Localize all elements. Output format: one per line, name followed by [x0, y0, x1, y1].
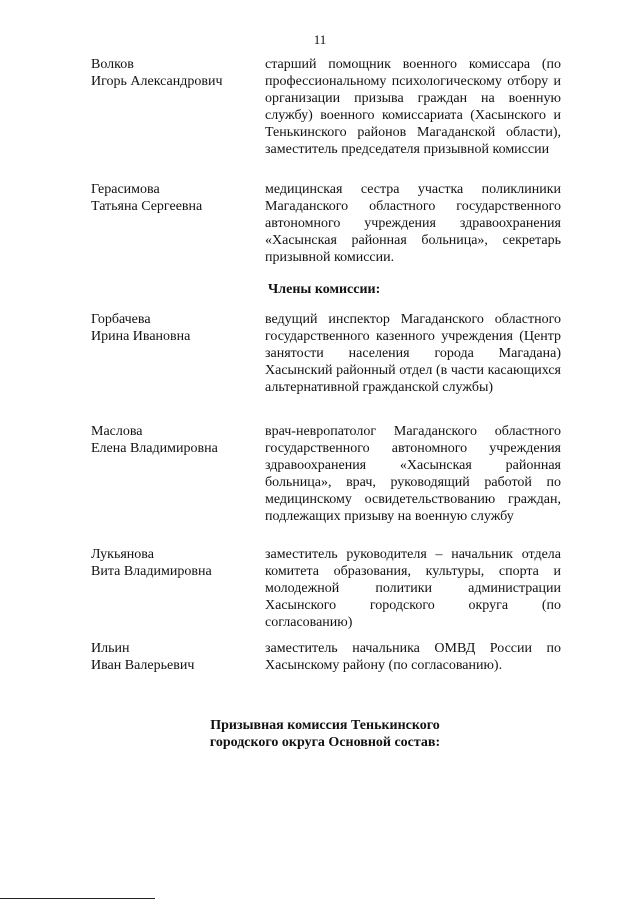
members-heading: Члены комиссии:	[268, 282, 381, 297]
person-surname: Волков	[91, 57, 134, 72]
person-surname: Маслова	[91, 424, 143, 439]
footer-divider	[0, 898, 155, 899]
person-name	[91, 423, 261, 457]
page-number: 11	[313, 32, 327, 47]
person-name	[91, 640, 261, 674]
person-role: заместитель начальника ОМВД России по Хасынскому району (по согласованию).	[265, 641, 561, 673]
person-name	[91, 181, 261, 215]
person-name	[91, 311, 261, 345]
person-name	[91, 546, 261, 580]
person-given-name: Татьяна Сергеевна	[91, 199, 203, 214]
person-surname: Горбачева	[91, 312, 151, 327]
person-name	[91, 56, 261, 90]
section-title	[150, 717, 500, 751]
person-role: заместитель руководителя – начальник отдела комитета образования, культуры, спорта и молодежной политики администрации Хасынского городского округа (по согласованию)	[265, 547, 561, 630]
section-title-line: Призывная комиссия Тенькинского	[210, 718, 440, 733]
person-surname: Герасимова	[91, 182, 160, 197]
person-given-name: Игорь Александрович	[91, 74, 223, 89]
person-role: врач-невропатолог Магаданского областного государственного автономного учреждения здравоохранения «Хасынская районная больница», врач, руководящий работой по медицинскому освидетельствованию граждан, подлежащих призыву на военную службу	[265, 424, 561, 524]
person-given-name: Вита Владимировна	[91, 564, 212, 579]
person-given-name: Иван Валерьевич	[91, 658, 195, 673]
person-given-name: Ирина Ивановна	[91, 329, 191, 344]
person-role: медицинская сестра участка поликлиники Магаданского областного государственного автономного учреждения здравоохранения «Хасынская районная больница», секретарь призывной комиссии.	[265, 182, 561, 265]
section-title-line: городского округа Основной состав:	[209, 735, 441, 750]
person-given-name: Елена Владимировна	[91, 441, 218, 456]
person-role: старший помощник военного комиссара (по профессиональному психологическому отбору и организации призыва граждан на военную службу) военного комиссариата (Хасынского и Тенькинского районов Магаданской области), заместитель председателя призывной комиссии	[265, 57, 561, 157]
person-role: ведущий инспектор Магаданского областного государственного казенного учреждения (Центр занятости населения города Магадана) Хасынский районный отдел (в части касающихся альтернативной гражданской службы)	[265, 312, 561, 395]
person-surname: Ильин	[91, 641, 130, 656]
person-surname: Лукьянова	[91, 547, 154, 562]
